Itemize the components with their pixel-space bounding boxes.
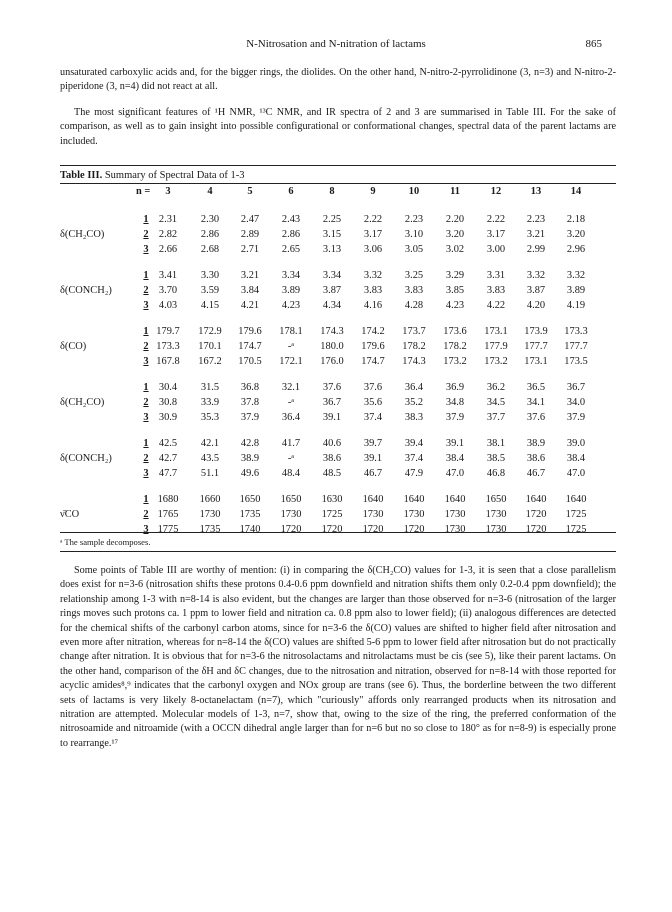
table-cell: 179.6 — [238, 326, 262, 337]
table-cell: 3.89 — [566, 285, 586, 296]
table-cell: 2.47 — [240, 214, 260, 225]
table-cell: 47.0 — [445, 468, 465, 479]
column-header: 10 — [408, 186, 420, 197]
table-row — [60, 397, 616, 410]
table-cell: 37.9 — [566, 412, 586, 423]
table-cell: 172.9 — [198, 326, 222, 337]
table-cell: 173.2 — [484, 356, 508, 367]
table-row — [60, 229, 616, 242]
table-row — [60, 468, 616, 481]
table-cell: 30.8 — [158, 397, 178, 408]
table-cell: 173.2 — [443, 356, 467, 367]
table-cell: 42.8 — [240, 438, 260, 449]
table-cell: 3.83 — [486, 285, 506, 296]
table-cell: 1720 — [362, 524, 384, 535]
table-cell: 167.8 — [156, 356, 180, 367]
table-cell: 3.13 — [322, 244, 342, 255]
table-cell: 2.31 — [158, 214, 178, 225]
table-cell: 173.3 — [156, 341, 180, 352]
table-cell: 30.9 — [158, 412, 178, 423]
table-cell: 1720 — [321, 524, 343, 535]
compound-number: 2 — [143, 341, 149, 352]
table-cell: 2.25 — [322, 214, 342, 225]
table-row — [60, 326, 616, 339]
table-cell: 179.6 — [361, 341, 385, 352]
compound-number: 1 — [143, 382, 149, 393]
table-cell: 36.5 — [526, 382, 546, 393]
table-cell: 174.2 — [361, 326, 385, 337]
table-cell: 2.22 — [486, 214, 506, 225]
table-cell: 3.05 — [404, 244, 424, 255]
table-cell: 4.22 — [486, 300, 506, 311]
compound-number: 3 — [143, 524, 149, 535]
table-cell: 2.89 — [240, 229, 260, 240]
compound-number: 2 — [143, 509, 149, 520]
table-cell: 2.71 — [240, 244, 260, 255]
table-cell: 1730 — [485, 509, 507, 520]
table-cell: 3.32 — [363, 270, 383, 281]
row-group-label: δ(CH₂CO) — [60, 397, 105, 408]
table-cell: 3.32 — [566, 270, 586, 281]
table-row — [60, 285, 616, 298]
table-cell: 38.1 — [486, 438, 506, 449]
table-cell: 37.4 — [363, 412, 383, 423]
table-row — [60, 524, 616, 537]
table-top-rule — [60, 165, 616, 166]
table-footnote: ᵃ The sample decomposes. — [60, 537, 151, 547]
table-cell: 173.6 — [443, 326, 467, 337]
table-bottom-rule — [60, 532, 616, 533]
table-cell: 1730 — [362, 509, 384, 520]
column-header: 8 — [329, 186, 335, 197]
table-cell: 39.1 — [322, 412, 342, 423]
table-cell: 38.6 — [322, 453, 342, 464]
table-cell: 37.6 — [526, 412, 546, 423]
table-cell: 4.28 — [404, 300, 424, 311]
table-cell: 173.3 — [564, 326, 588, 337]
table-cell: 35.6 — [363, 397, 383, 408]
table-cell: 1660 — [199, 494, 221, 505]
table-cell: 1730 — [444, 509, 466, 520]
table-cell: 38.4 — [566, 453, 586, 464]
table-cell: 38.6 — [526, 453, 546, 464]
table-cell: 4.34 — [322, 300, 342, 311]
table-cell: 2.86 — [200, 229, 220, 240]
column-header: 9 — [370, 186, 376, 197]
table-cell: 2.82 — [158, 229, 178, 240]
table-cell: 32.1 — [281, 382, 301, 393]
table-cell: 41.7 — [281, 438, 301, 449]
table-cell: 173.9 — [524, 326, 548, 337]
table-cell: 1680 — [157, 494, 179, 505]
table-cell: 174.7 — [238, 341, 262, 352]
table-cell: 39.7 — [363, 438, 383, 449]
table-cell: 3.21 — [526, 229, 546, 240]
table-cell: 1720 — [280, 524, 302, 535]
table-cell: 34.8 — [445, 397, 465, 408]
table-row — [60, 300, 616, 313]
column-header: 4 — [207, 186, 213, 197]
compound-number: 2 — [143, 453, 149, 464]
table-cell: 39.4 — [404, 438, 424, 449]
table-cell: 1650 — [239, 494, 261, 505]
table-cell: 1640 — [403, 494, 425, 505]
table-cell: 1650 — [485, 494, 507, 505]
table-cell: 2.23 — [526, 214, 546, 225]
table-cell: -ᵃ — [287, 453, 295, 464]
table-cell: 1735 — [239, 509, 261, 520]
table-cell: 3.85 — [445, 285, 465, 296]
table-cell: 1725 — [565, 509, 587, 520]
compound-number: 3 — [143, 412, 149, 423]
table-cell: 176.0 — [320, 356, 344, 367]
paragraph-2: The most significant features of ¹H NMR, ¹³C NMR, and IR spectra of 2 and 3 are summarised in Table III. For the sake of comparison, as well as to gain insight into possible configurational or conformational changes, spectral data of the parent lactams are included. — [60, 107, 616, 147]
table-cell: 173.1 — [484, 326, 508, 337]
compound-number: 1 — [143, 326, 149, 337]
compound-number: 1 — [143, 438, 149, 449]
table-cell: 4.21 — [240, 300, 260, 311]
table-cell: 1640 — [525, 494, 547, 505]
table-cell: 2.66 — [158, 244, 178, 255]
table-cell: 48.5 — [322, 468, 342, 479]
table-cell: 47.7 — [158, 468, 178, 479]
table-cell: 2.23 — [404, 214, 424, 225]
table-cell: 2.30 — [200, 214, 220, 225]
table-row — [60, 509, 616, 522]
row-group-label: δ(CONCH₂) — [60, 453, 112, 464]
table-cell: 1725 — [321, 509, 343, 520]
table-cell: 1720 — [525, 509, 547, 520]
table-cell: 1640 — [362, 494, 384, 505]
table-cell: 3.41 — [158, 270, 178, 281]
table-cell: 3.89 — [281, 285, 301, 296]
table-row — [60, 438, 616, 451]
table-cell: 47.9 — [404, 468, 424, 479]
table-cell: 37.6 — [363, 382, 383, 393]
row-group-label: δ(CH₂CO) — [60, 229, 105, 240]
table-cell: 1640 — [565, 494, 587, 505]
table-cell: 34.1 — [526, 397, 546, 408]
table-cell: 38.4 — [445, 453, 465, 464]
table-cell: 180.0 — [320, 341, 344, 352]
row-group-label: δ(CO) — [60, 341, 87, 352]
table-cell: 3.83 — [363, 285, 383, 296]
compound-number: 2 — [143, 229, 149, 240]
column-header: 5 — [247, 186, 253, 197]
column-header: 12 — [490, 186, 502, 197]
table-cell: 36.7 — [322, 397, 342, 408]
table-cell: 170.1 — [198, 341, 222, 352]
table-cell: 3.00 — [486, 244, 506, 255]
table-cell: 37.8 — [240, 397, 260, 408]
table-cell: 3.21 — [240, 270, 260, 281]
table-cell: 35.2 — [404, 397, 424, 408]
table-cell: 172.1 — [279, 356, 303, 367]
table-cell: 36.2 — [486, 382, 506, 393]
footnote-rule — [60, 551, 616, 552]
table-cell: -ᵃ — [287, 341, 295, 352]
table-cell: 178.2 — [443, 341, 467, 352]
table-cell: 1765 — [157, 509, 179, 520]
table-row — [60, 244, 616, 257]
compound-number: 3 — [143, 244, 149, 255]
table-cell: 3.87 — [526, 285, 546, 296]
table-cell: 174.3 — [402, 356, 426, 367]
table-cell: 4.19 — [566, 300, 586, 311]
table-cell: 38.9 — [240, 453, 260, 464]
table-cell: 177.7 — [524, 341, 548, 352]
table-cell: 3.10 — [404, 229, 424, 240]
table-caption-text: Summary of Spectral Data of 1-3 — [104, 170, 245, 181]
table-cell: 37.7 — [486, 412, 506, 423]
table-cell: 1650 — [280, 494, 302, 505]
table-cell: 42.1 — [200, 438, 220, 449]
table-cell: 48.4 — [281, 468, 301, 479]
table-cell: 3.15 — [322, 229, 342, 240]
table-cell: 3.32 — [526, 270, 546, 281]
table-cell: 40.6 — [322, 438, 342, 449]
table-row — [60, 214, 616, 227]
table-cell: 2.18 — [566, 214, 586, 225]
table-caption-label: Table III. — [60, 170, 103, 181]
table-cell: 42.5 — [158, 438, 178, 449]
table-cell: 38.3 — [404, 412, 424, 423]
compound-number: 1 — [143, 270, 149, 281]
table-cell: 2.68 — [200, 244, 220, 255]
compound-number: 3 — [143, 300, 149, 311]
table-cell: 1775 — [157, 524, 179, 535]
table-cell: 2.86 — [281, 229, 301, 240]
table-cell: 2.96 — [566, 244, 586, 255]
table-cell: 39.0 — [566, 438, 586, 449]
table-cell: 2.22 — [363, 214, 383, 225]
table-cell: 35.3 — [200, 412, 220, 423]
table-cell: 31.5 — [200, 382, 220, 393]
table-cell: 3.34 — [281, 270, 301, 281]
table-cell: 3.83 — [404, 285, 424, 296]
compound-number: 2 — [143, 397, 149, 408]
table-cell: 173.7 — [402, 326, 426, 337]
compound-number: 2 — [143, 285, 149, 296]
table-cell: 42.7 — [158, 453, 178, 464]
table-cell: 43.5 — [200, 453, 220, 464]
table-cell: 37.6 — [322, 382, 342, 393]
table-cell: 1730 — [444, 524, 466, 535]
table-row — [60, 453, 616, 466]
table-cell: 2.99 — [526, 244, 546, 255]
table-row — [60, 341, 616, 354]
table-cell: 37.9 — [240, 412, 260, 423]
table-cell: 174.3 — [320, 326, 344, 337]
table-cell: 39.1 — [363, 453, 383, 464]
table-row — [60, 494, 616, 507]
table-cell: 177.9 — [484, 341, 508, 352]
table-cell: 4.15 — [200, 300, 220, 311]
table-cell: 36.4 — [281, 412, 301, 423]
table-cell: 1730 — [485, 524, 507, 535]
table-cell: 37.9 — [445, 412, 465, 423]
table-cell: 3.29 — [445, 270, 465, 281]
table-cell: 170.5 — [238, 356, 262, 367]
table-cell: 4.23 — [281, 300, 301, 311]
paragraph-3: Some points of Table III are worthy of mention: (i) in comparing the δ(CH₂CO) values for 1-3, it is seen that a close parallelism does exist for n=3-6 (nitrosation shifts these protons 0.4-0.6 ppm downfield and nitration shifts them only 0.2-0.4 ppm downfield); the relationship among 1-3 with n=8-14 is also evident, but the changes are larger than those observed for n=3-6 (nitrosation of the larger rings moves such protons ca. 1 ppm to lower field and nitration ca. 0.8 ppm also to lower field); (ii) analogous differences are detected for the chemical shifts of the carbonyl carbon atoms, since for n=3-6 the δ(CO) values are shifted to higher field after nitrosation and even more after nitration, whereas for n=8-14 the δ(CO) values are shifted 5-6 ppm to lower field after nitrosation but do not practically change after nitration. It is obvious that for n=3-6 the nitrosolactams and nitrolactams must be cis (see 5), like their parent lactams. On the other hand, comparison of the δH and δC changes, due to the nitrosation and nitration, observed for n=8-14 with those reported for acyclic amides⁸,⁹ indicates that the carbonyl oxygen and NOx group are trans (see 6). Thus, the borderline between the two different sets of lactams is very likely 8-octanelactam (n=7), which "curiously" affords only rearranged products when its nitrosation and nitration are attempted. Molecular models of 1-3, n=7, show that, owing to the size of the ring, the preferred conformation of the nitrosoamide and nitroamide (with a OCCN dihedral angle larger than for n=6 but no so close to 180° as for n=8-9) is especially prone to rearrange.¹⁷ — [60, 565, 616, 749]
table-cell: 3.87 — [322, 285, 342, 296]
table-cell: 4.16 — [363, 300, 383, 311]
table-cell: 1740 — [239, 524, 261, 535]
table-cell: 3.06 — [363, 244, 383, 255]
row-group-label: δ(CONCH₂) — [60, 285, 112, 296]
compound-number: 3 — [143, 468, 149, 479]
table-cell: 2.20 — [445, 214, 465, 225]
table-cell: 1725 — [565, 524, 587, 535]
table-cell: 1720 — [403, 524, 425, 535]
compound-number: 3 — [143, 356, 149, 367]
n-label: n = — [136, 186, 151, 197]
table-cell: 36.8 — [240, 382, 260, 393]
table-cell: 34.0 — [566, 397, 586, 408]
table-cell: 46.8 — [486, 468, 506, 479]
table-cell: 1630 — [321, 494, 343, 505]
table-row — [60, 270, 616, 283]
table-cell: 1730 — [199, 509, 221, 520]
table-cell: 39.1 — [445, 438, 465, 449]
table-cell: 3.31 — [486, 270, 506, 281]
table-cell: 3.84 — [240, 285, 260, 296]
table-cell: 38.5 — [486, 453, 506, 464]
table-caption-rule — [60, 183, 616, 184]
page-number: 865 — [585, 38, 602, 50]
table-cell: 36.7 — [566, 382, 586, 393]
table-cell: 179.7 — [156, 326, 180, 337]
table-cell: 178.2 — [402, 341, 426, 352]
table-cell: 1720 — [525, 524, 547, 535]
running-title: N-Nitrosation and N-nitration of lactams — [246, 38, 426, 50]
table-cell: 51.1 — [200, 468, 220, 479]
table-cell: 4.23 — [445, 300, 465, 311]
table-cell: 173.1 — [524, 356, 548, 367]
table-row — [60, 382, 616, 395]
table-cell: 2.65 — [281, 244, 301, 255]
column-header: 3 — [165, 186, 171, 197]
table-cell: 46.7 — [526, 468, 546, 479]
table-cell: 38.9 — [526, 438, 546, 449]
table-cell: 173.5 — [564, 356, 588, 367]
table-cell: 1730 — [280, 509, 302, 520]
column-header: 11 — [450, 186, 460, 197]
paragraph-1: unsaturated carboxylic acids and, for the bigger rings, the diolides. On the other hand, N-nitro-2-pyrrolidinone (3, n=3) and N-nitro-2-piperidone (3, n=4) did not react at all. — [60, 67, 616, 93]
table-cell: 3.02 — [445, 244, 465, 255]
table-cell: -ᵃ — [287, 397, 295, 408]
table-cell: 3.34 — [322, 270, 342, 281]
table-cell: 3.20 — [566, 229, 586, 240]
table-caption — [60, 170, 245, 181]
table-cell: 34.5 — [486, 397, 506, 408]
table-row — [60, 412, 616, 425]
table-cell: 178.1 — [279, 326, 303, 337]
column-header: 13 — [530, 186, 542, 197]
table-cell: 2.43 — [281, 214, 301, 225]
compound-number: 1 — [143, 494, 149, 505]
table-cell: 177.7 — [564, 341, 588, 352]
table-cell: 4.20 — [526, 300, 546, 311]
table-cell: 1640 — [444, 494, 466, 505]
table-cell: 3.25 — [404, 270, 424, 281]
table-cell: 30.4 — [158, 382, 178, 393]
table-cell: 167.2 — [198, 356, 222, 367]
table-cell: 3.30 — [200, 270, 220, 281]
table-cell: 174.7 — [361, 356, 385, 367]
table-cell: 3.17 — [486, 229, 506, 240]
compound-number: 1 — [143, 214, 149, 225]
column-header: 14 — [570, 186, 582, 197]
table-cell: 3.59 — [200, 285, 220, 296]
table-cell: 3.20 — [445, 229, 465, 240]
table-cell: 1735 — [199, 524, 221, 535]
table-cell: 3.17 — [363, 229, 383, 240]
column-header: 6 — [288, 186, 294, 197]
table-cell: 37.4 — [404, 453, 424, 464]
table-cell: 47.0 — [566, 468, 586, 479]
table-row — [60, 356, 616, 369]
table-cell: 33.9 — [200, 397, 220, 408]
table-cell: 49.6 — [240, 468, 260, 479]
table-cell: 36.4 — [404, 382, 424, 393]
table-cell: 46.7 — [363, 468, 383, 479]
row-group-label: ν̄CO — [60, 509, 80, 520]
table-cell: 4.03 — [158, 300, 178, 311]
table-cell: 3.70 — [158, 285, 178, 296]
table-cell: 36.9 — [445, 382, 465, 393]
table-cell: 1730 — [403, 509, 425, 520]
